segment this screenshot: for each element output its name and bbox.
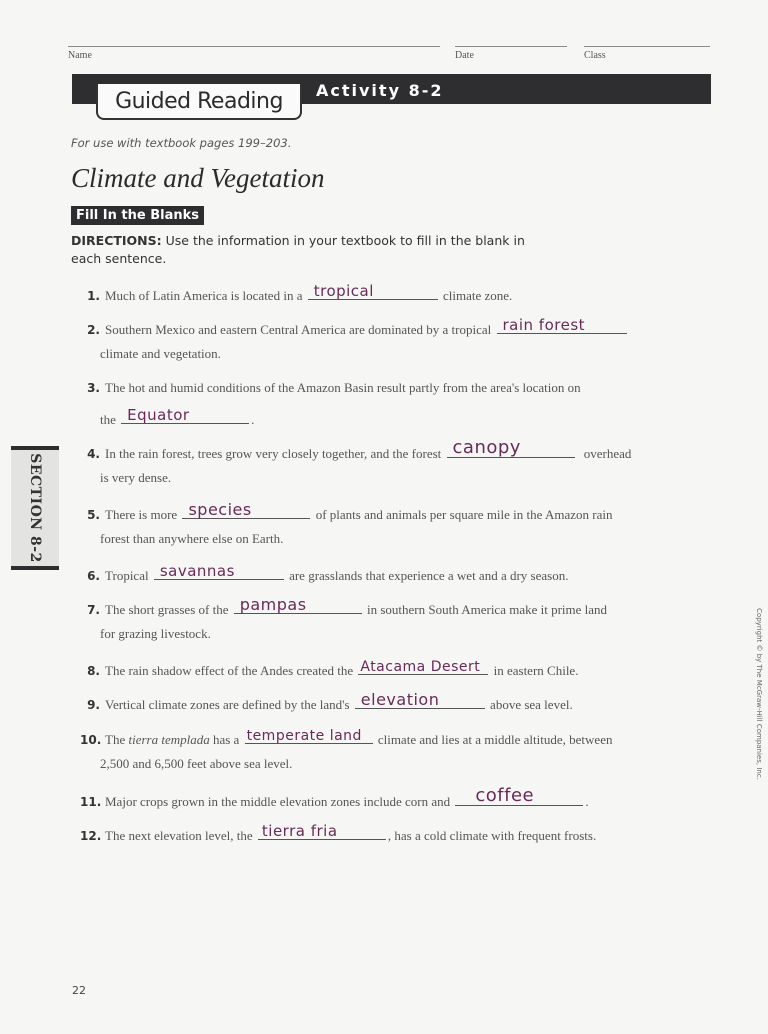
page-number: 22 — [72, 984, 86, 997]
handwritten-answer: canopy — [452, 437, 521, 458]
page-title: Climate and Vegetation — [71, 163, 325, 193]
question-10: 10. The tierra templada has a temperate land climate and lies at a middle altitude, between 2,500 and 6,500 feet above sea level. — [80, 728, 613, 771]
handwritten-answer: rain forest — [502, 316, 586, 334]
directions-label: DIRECTIONS: — [71, 233, 162, 248]
textbook-pages-note: For use with textbook pages 199–203. — [71, 136, 292, 150]
date-label: Date — [455, 50, 474, 61]
answer-blank-5[interactable] — [182, 500, 310, 519]
question-2: 2. Southern Mexico and eastern Central America are dominated by a tropical rain forest climate and vegetation. — [80, 318, 629, 338]
section-heading: Fill In the Blanks — [71, 206, 204, 225]
question-3: 3. The hot and humid conditions of the Amazon Basin result partly from the area's location on the Equator . — [87, 380, 581, 427]
answer-blank-7[interactable] — [234, 595, 362, 614]
question-9: 9. Vertical climate zones are defined by the land's elevation above sea level. — [87, 690, 573, 712]
date-line — [455, 46, 567, 47]
class-line — [584, 46, 710, 47]
question-11: 11. Major crops grown in the middle elevation zones include corn and coffee . — [80, 785, 589, 809]
answer-blank-12[interactable] — [258, 824, 386, 840]
question-4: 4. In the rain forest, trees grow very closely together, and the forest canopy overhead is very dense. — [87, 437, 632, 485]
answer-blank-1[interactable] — [308, 284, 438, 300]
name-line — [68, 46, 440, 47]
handwritten-answer: tropical — [313, 282, 374, 300]
name-label: Name — [68, 50, 92, 61]
handwritten-answer: pampas — [239, 595, 307, 614]
question-5: 5. There is more species of plants and animals per square mile in the Amazon rain forest than anywhere else on Earth. — [87, 500, 613, 546]
question-6: 6. Tropical savannas are grasslands that experience a wet and a dry season. — [87, 562, 569, 583]
answer-blank-10[interactable] — [245, 728, 373, 744]
copyright-notice: Copyright © by The McGraw-Hill Companies, Inc. — [755, 608, 763, 780]
answer-blank-9[interactable] — [355, 690, 485, 709]
handwritten-answer: Atacama Desert — [360, 659, 481, 675]
question-1: 1. Much of Latin America is located in a tropical climate zone. — [87, 282, 513, 303]
handwritten-answer: Equator — [127, 406, 190, 424]
question-7: 7. The short grasses of the pampas in southern South America make it prime land for grazing livestock. — [87, 595, 608, 641]
handwritten-answer: coffee — [475, 785, 535, 806]
guided-reading-tab: Guided Reading — [96, 84, 302, 120]
answer-blank-4[interactable] — [447, 437, 575, 458]
question-8: 8. The rain shadow effect of the Andes created the Atacama Desert in eastern Chile. — [87, 659, 579, 678]
directions-text: Use the information in your textbook to fill in the blank in each sentence. — [71, 233, 525, 266]
handwritten-answer: temperate land — [246, 728, 362, 744]
activity-label: Activity 8-2 — [316, 81, 444, 100]
answer-blank-6[interactable] — [154, 564, 284, 580]
answer-blank-2[interactable] — [497, 318, 627, 334]
question-12: 12. The next elevation level, the tierra fria , has a cold climate with frequent frosts. — [80, 822, 597, 843]
handwritten-answer: tierra fria — [261, 822, 338, 840]
section-label: SECTION 8-2 — [27, 453, 43, 563]
handwritten-answer: elevation — [360, 690, 440, 709]
answer-blank-3[interactable] — [121, 408, 249, 424]
answer-blank-11[interactable] — [455, 785, 583, 806]
directions — [71, 232, 541, 268]
handwritten-answer: savannas — [159, 562, 235, 580]
answer-blank-8[interactable] — [358, 659, 488, 675]
handwritten-answer: species — [188, 500, 252, 519]
class-label: Class — [584, 50, 606, 61]
